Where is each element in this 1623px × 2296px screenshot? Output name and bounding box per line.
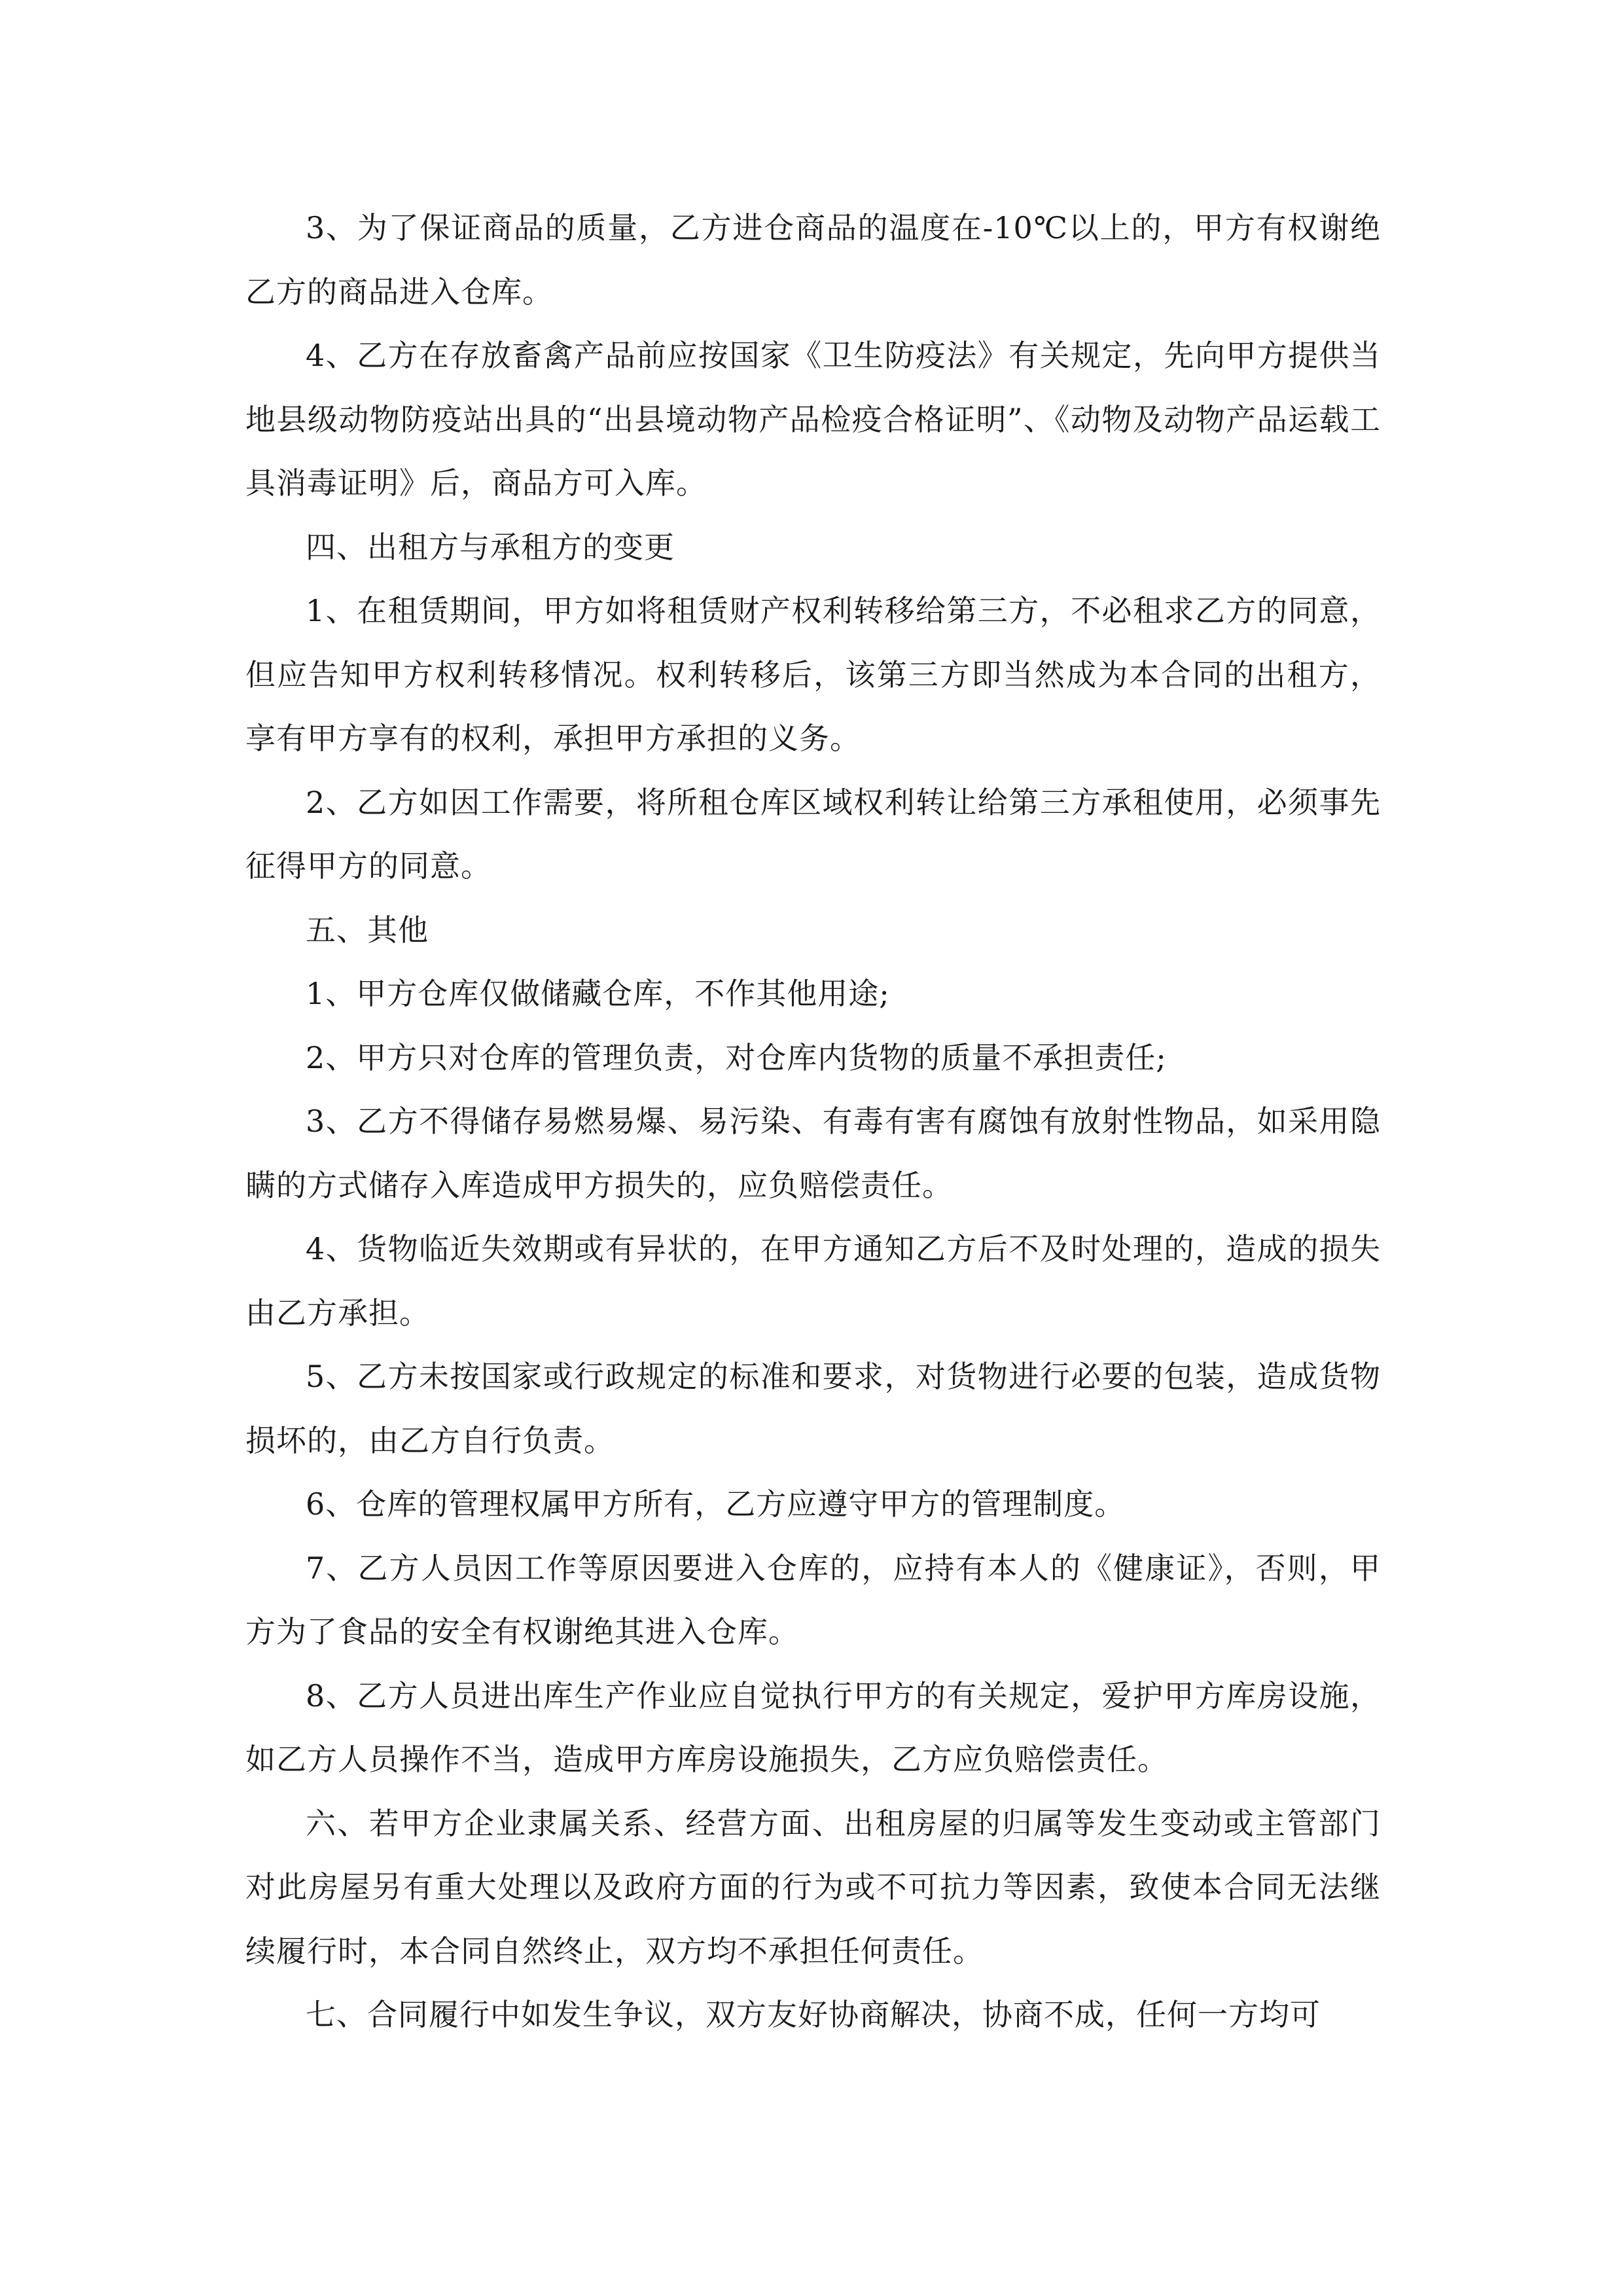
section-5-clause-6: 6、仓库的管理权属甲方所有，乙方应遵守甲方的管理制度。 <box>306 1486 1126 1522</box>
section-5-clause-1: 1、甲方仓库仅做储藏仓库，不作其他用途; <box>306 976 890 1011</box>
section-5-clause-5: 5、乙方未按国家或行政规定的标准和要求，对货物进行必要的包装，造成货物损坏的，由乙方自行负责。 <box>245 1359 1381 1458</box>
section-5-clause-3: 3、乙方不得储存易燃易爆、易污染、有毒有害有腐蚀有放射性物品，如采用隐瞒的方式储存入库造成甲方损失的，应负赔偿责任。 <box>245 1103 1381 1203</box>
section-4-clause-1: 1、在租赁期间，甲方如将租赁财产权利转移给第三方，不必租求乙方的同意，但应告知甲方权利转移情况。权利转移后，该第三方即当然成为本合同的出租方，享有甲方享有的权利，承担甲方承担的义务。 <box>245 593 1381 756</box>
document-page <box>245 196 1381 2047</box>
section-4-heading: 四、出租方与承租方的变更 <box>306 529 675 565</box>
section-4-clause-2: 2、乙方如因工作需要，将所租仓库区域权利转让给第三方承租使用，必须事先征得甲方的同意。 <box>245 784 1381 884</box>
section-5-clause-8: 8、乙方人员进出库生产作业应自觉执行甲方的有关规定，爱护甲方库房设施，如乙方人员操作不当，造成甲方库房设施损失，乙方应负赔偿责任。 <box>245 1677 1381 1777</box>
section-6-termination: 六、若甲方企业隶属关系、经营方面、出租房屋的归属等发生变动或主管部门对此房屋另有重大处理以及政府方面的行为或不可抗力等因素，致使本合同无法继续履行时，本合同自然终止，双方均不承担任何责任。 <box>245 1805 1381 1969</box>
section-5-heading: 五、其他 <box>306 912 429 948</box>
section-5-clause-4: 4、货物临近失效期或有异状的，在甲方通知乙方后不及时处理的，造成的损失由乙方承担。 <box>245 1231 1381 1331</box>
section-5-clause-2: 2、甲方只对仓库的管理负责，对仓库内货物的质量不承担责任; <box>306 1039 1167 1075</box>
clause-4-quarantine: 4、乙方在存放畜禽产品前应按国家《卫生防疫法》有关规定，先向甲方提供当地县级动物防疫站出具的“出县境动物产品检疫合格证明”、《动物及动物产品运载工具消毒证明》后，商品方可入库。 <box>245 338 1381 501</box>
clause-3-temperature: 3、为了保证商品的质量，乙方进仓商品的温度在-10℃以上的，甲方有权谢绝乙方的商品进入仓库。 <box>245 210 1381 310</box>
section-5-clause-7: 7、乙方人员因工作等原因要进入仓库的，应持有本人的《健康证》，否则，甲方为了食品的安全有权谢绝其进入仓库。 <box>245 1550 1381 1649</box>
section-7-disputes: 七、合同履行中如发生争议，双方友好协商解决，协商不成，任何一方均可 <box>306 1997 1321 2032</box>
